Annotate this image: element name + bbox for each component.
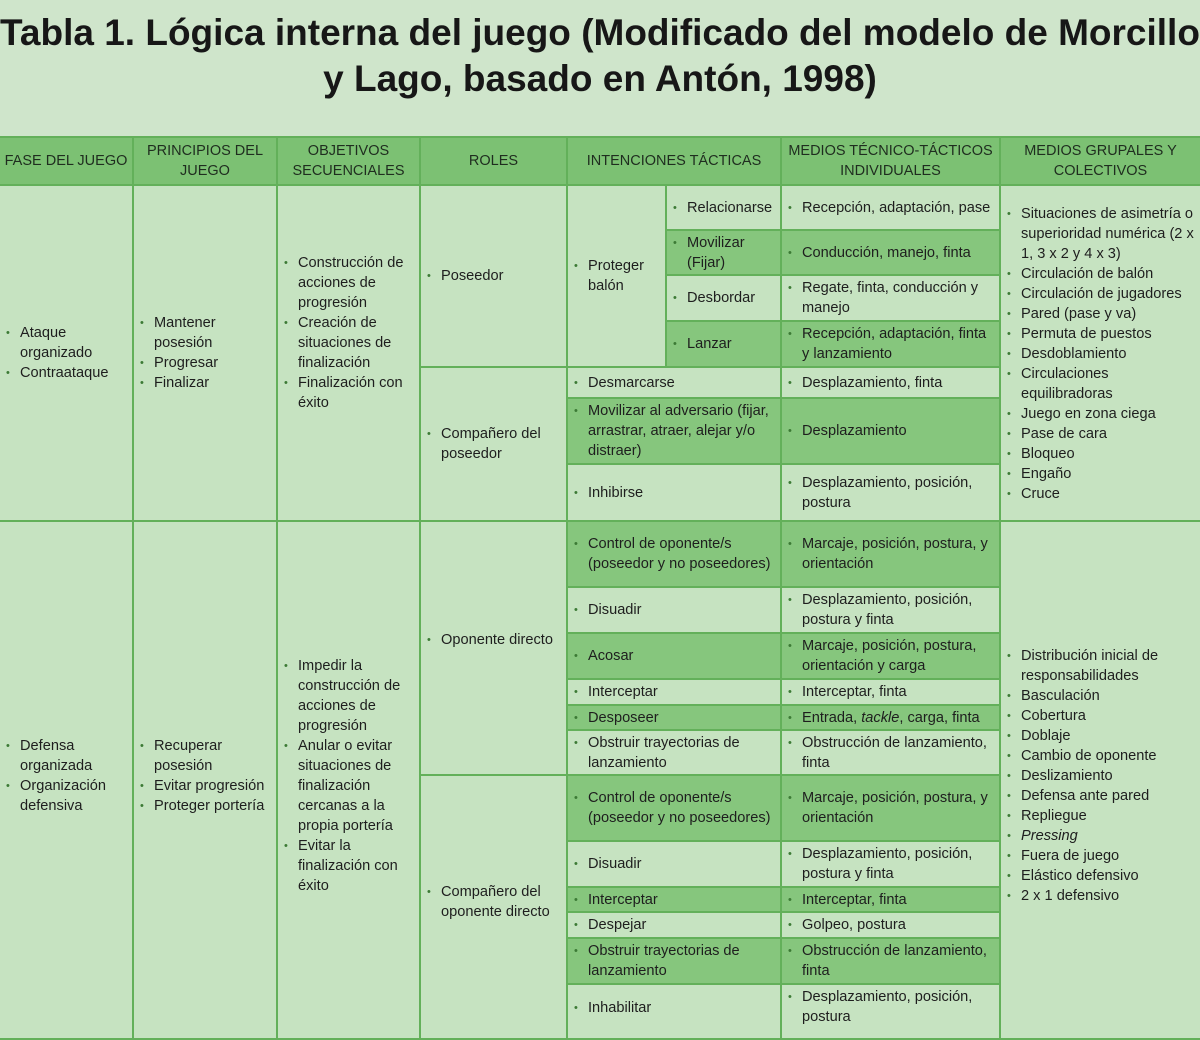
list-item: • Interceptar, finta [788,682,907,702]
list-item: • Deslizamiento [1007,766,1198,786]
list-item: • Obstruir trayectorias de lanzamiento [574,733,774,773]
list-item: • Desplazamiento, posición, postura y finta [788,844,993,884]
list-item: • Marcaje, posición, postura, y orientación [788,788,993,828]
medio-ind-row [780,397,1001,465]
list-item: • Pase de cara [1007,424,1198,444]
list-item: • Circulaciones equilibradoras [1007,364,1198,404]
list-item: • Disuadir [574,600,642,620]
list-item: • Permuta de puestos [1007,324,1198,344]
list-item: • Desplazamiento, posición, postura [788,987,993,1027]
list-item: • Construcción de acciones de progresión [284,253,413,313]
list-item: • Disuadir [574,854,642,874]
role-companero-poseedor [419,366,568,522]
list-item: • Progresar [140,353,270,373]
intencion-row [566,729,782,776]
medio-ind-row [780,886,1001,913]
list-item: • Desposeer [574,708,659,728]
list-item: • Recuperar posesión [140,736,270,776]
list-item: • Proteger portería [140,796,270,816]
intencion-row [566,937,782,985]
list-item: • Acosar [574,646,633,666]
list-item: • Inhibirse [574,483,643,503]
medio-ind-row [780,937,1001,985]
list-item: • Marcaje, posición, postura, y orientación [788,534,993,574]
list-item: • Oponente directo [427,630,560,650]
header-medios-colectivos: MEDIOS GRUPALES Y COLECTIVOS [999,136,1200,186]
list-item: • Basculación [1007,686,1198,706]
medio-ind-row [780,229,1001,276]
list-item: • Ataque organizado [6,323,126,363]
header-medios-individuales: MEDIOS TÉCNICO-TÁCTICOS INDIVIDUALES [780,136,1001,186]
table-title: Tabla 1. Lógica interna del juego (Modificado del modelo de Morcillo y Lago, basado en Antón, 1998) [0,12,1200,99]
medio-ind-row [780,463,1001,522]
medio-ind-row [780,586,1001,634]
list-item: • Defensa organizada [6,736,126,776]
medio-ind-row [780,678,1001,706]
list-item: • Evitar progresión [140,776,270,796]
list-item: • Desplazamiento, posición, postura y finta [788,590,993,630]
header-fase: FASE DEL JUEGO [0,136,134,186]
list-item: • Bloqueo [1007,444,1198,464]
list-item: • Recepción, adaptación, pase [788,198,990,218]
list-item: • Anular o evitar situaciones de finalización cercanas a la propia portería [284,736,413,836]
list-item: • Proteger balón [574,256,659,296]
sub-relacionarse [665,184,782,231]
intencion-row [566,678,782,706]
sub-desbordar [665,274,782,322]
list-item: • Control de oponente/s (poseedor y no poseedores) [574,788,774,828]
list-item: • Recepción, adaptación, finta y lanzamiento [788,324,993,364]
list-item: • Obstruir trayectorias de lanzamiento [574,941,774,981]
list-item: • Distribución inicial de responsabilidades [1007,646,1198,686]
attack-medios-colectivos-cell [999,184,1200,522]
list-item: • Control de oponente/s (poseedor y no poseedores) [574,534,774,574]
list-item: • Obstrucción de lanzamiento, finta [788,941,993,981]
list-item: • Cobertura [1007,706,1198,726]
header-intenciones: INTENCIONES TÁCTICAS [566,136,782,186]
medio-ind-row [780,320,1001,368]
list-item: • Compañero del poseedor [427,424,560,464]
role-companero-oponente [419,774,568,1040]
list-item: • Interceptar [574,682,658,702]
list-item: • Finalizar [140,373,270,393]
medio-ind-row [780,983,1001,1040]
list-item: • Circulación de jugadores [1007,284,1198,304]
list-item: • Engaño [1007,464,1198,484]
medio-ind-row [780,704,1001,731]
list-item: • Lanzar [673,334,732,354]
list-item: • Marcaje, posición, postura, orientación y carga [788,636,993,676]
medio-ind-row [780,774,1001,842]
list-item: • Repliegue [1007,806,1198,826]
list-item: • Inhabilitar [574,998,774,1018]
intencion-proteger-balon [566,184,667,368]
list-item: • Elástico defensivo [1007,866,1198,886]
medio-ind-row [780,911,1001,939]
intencion-row [566,704,782,731]
sub-lanzar [665,320,782,368]
intencion-row [566,586,782,634]
list-item [788,708,980,728]
attack-principios-cell [132,184,278,522]
header-roles: ROLES [419,136,568,186]
list-item: • Defensa ante pared [1007,786,1198,806]
list-item: • Situaciones de asimetría o superioridad numérica (2 x 1, 3 x 2 y 4 x 3) [1007,204,1198,264]
list-item: • Creación de situaciones de finalización [284,313,413,373]
intencion-row [566,632,782,680]
medio-ind-row [780,729,1001,776]
list-item: • Doblaje [1007,726,1198,746]
list-item: • Golpeo, postura [788,915,906,935]
intencion-row [566,840,782,888]
defense-medios-colectivos-cell [999,520,1200,1040]
list-item: • Pared (pase y va) [1007,304,1198,324]
medio-ind-row [780,274,1001,322]
medio-ind-row [780,632,1001,680]
medio-ind-row [780,366,1001,399]
list-item: • Conducción, manejo, finta [788,243,971,263]
defense-objetivos-cell [276,520,421,1040]
list-item: • Fuera de juego [1007,846,1198,866]
list-item: • Organización defensiva [6,776,126,816]
role-poseedor [419,184,568,368]
list-item: • Evitar la finalización con éxito [284,836,413,896]
list-item: • Contraataque [6,363,126,383]
list-item: • Cambio de oponente [1007,746,1198,766]
list-item: • Desplazamiento [788,421,907,441]
list-item: • 2 x 1 defensivo [1007,886,1198,906]
medio-ind-row [780,520,1001,588]
list-item: • Obstrucción de lanzamiento, finta [788,733,993,773]
list-item: • Desplazamiento, posición, postura [788,473,993,513]
intencion-row [566,983,782,1040]
defense-fase-cell [0,520,134,1040]
header-principios: PRINCIPIOS DEL JUEGO [132,136,278,186]
defense-principios-cell [132,520,278,1040]
intencion-row [566,397,782,465]
sub-movilizar [665,229,782,276]
intencion-row [566,886,782,913]
attack-fase-cell [0,184,134,522]
list-item: • Compañero del oponente directo [427,882,560,922]
list-item: • Pressing [1007,826,1198,846]
medio-ind-row [780,840,1001,888]
list-item: • Desplazamiento, finta [788,373,942,393]
list-item: • Movilizar (Fijar) [673,233,774,273]
list-item: • Circulación de balón [1007,264,1198,284]
list-item: • Desdoblamiento [1007,344,1198,364]
text: Entrada, [802,709,862,726]
list-item: • Cruce [1007,484,1198,504]
list-item: • Movilizar al adversario (fijar, arrastrar, atraer, alejar y/o distraer) [574,401,774,461]
list-item: • Impedir la construcción de acciones de progresión [284,656,413,736]
attack-objetivos-cell [276,184,421,522]
intencion-row [566,520,782,588]
list-item: • Desmarcarse [574,373,675,393]
list-item: • Relacionarse [673,198,772,218]
list-item: • Interceptar, finta [788,890,907,910]
intencion-row [566,774,782,842]
medio-ind-row [780,184,1001,231]
list-item: • Poseedor [427,266,560,286]
text: , carga, finta [899,709,980,726]
text-italic: tackle [861,709,900,726]
list-item: • Desbordar [673,288,755,308]
list-item: • Interceptar [574,890,658,910]
intencion-row [566,366,782,399]
intencion-row [566,463,782,522]
list-item: • Despejar [574,915,646,935]
list-item: • Finalización con éxito [284,373,413,413]
role-oponente-directo [419,520,568,776]
list-item: • Mantener posesión [140,313,270,353]
header-objetivos: OBJETIVOS SECUENCIALES [276,136,421,186]
intencion-row [566,911,782,939]
list-item: • Regate, finta, conducción y manejo [788,278,993,318]
list-item: • Juego en zona ciega [1007,404,1198,424]
